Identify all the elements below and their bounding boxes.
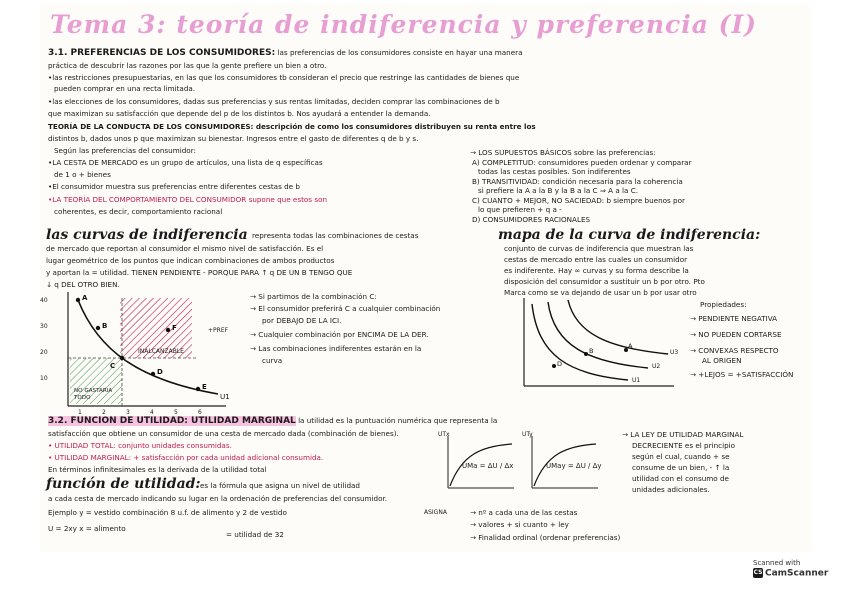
func-heading: función de utilidad: [46, 476, 201, 492]
scanner-line1: Scanned with [753, 559, 801, 567]
supuesto-c: C) CUANTO + MEJOR, NO SACIEDAD: b siempre buenos por [472, 196, 685, 205]
sec1-line10: •LA CESTA DE MERCADO es un grupo de artículos, una lista de q específicas [48, 158, 323, 167]
sec1-line3: •las restricciones presupuestarias, en las que los consumidores tb consideran el precio que restringe las cantidades de bienes que [48, 73, 520, 82]
supuesto-a-cont: todas las cestas posibles. Son indiferentes [478, 167, 631, 176]
sec1-line9: Según las preferencias del consumidor: [54, 146, 196, 155]
sec2-line4: En términos infinitesimales es la derivada de la utilidad total [48, 465, 267, 474]
curves-line2: de mercado que reportan al consumidor el mismo nivel de satisfacción. Es el [46, 244, 324, 253]
assigns-3: → Finalidad ordinal (ordenar preferencias) [470, 533, 621, 542]
curve-note-3: por DEBAJO DE LA ICI. [262, 316, 342, 325]
label-u1: U1 [220, 392, 230, 401]
sec2-line1: satisfacción que obtiene un consumidor de una cesta de mercado dada (combinación de bienes). [48, 429, 399, 438]
map-line2: cestas de mercado entre las cuales un consumidor [504, 255, 688, 264]
x-tick-6: 6 [198, 409, 202, 416]
sec1-line14: coherentes, es decir, comportamiento racional [54, 207, 223, 216]
x-tick-5: 5 [174, 409, 178, 416]
curves-heading: las curvas de indiferencia [46, 227, 248, 243]
property-1: → PENDIENTE NEGATIVA [690, 314, 778, 323]
law-line3: según el cual, cuando + se [632, 452, 730, 461]
svg-text:A: A [82, 294, 88, 302]
y-tick-20: 20 [40, 349, 48, 356]
supuestos-heading: → LOS SUPUESTOS BÁSICOS sobre las preferencias: [470, 148, 656, 157]
notes-page [40, 4, 812, 552]
sec1-line2: práctica de descubrir las razones por las que la gente prefiere un bien a otro. [48, 61, 327, 70]
svg-text:E: E [202, 383, 207, 391]
camscanner-icon: CS [753, 569, 763, 576]
y-tick-40: 40 [40, 297, 48, 304]
sec2-line2: • UTILIDAD TOTAL: conjunto unidades consumidas. [48, 441, 232, 450]
x-tick-4: 4 [150, 409, 154, 416]
svg-text:D: D [157, 368, 163, 376]
sec2-heading-tail: la utilidad es la puntuación numérica que representa la [298, 416, 498, 425]
label-more-pref: +PREF [208, 327, 229, 334]
svg-text:F: F [172, 324, 177, 332]
curve-note-1: → Si partimos de la combinación C: [250, 292, 377, 301]
supuesto-a: A) COMPLETITUD: consumidores pueden ordenar y comparar [472, 158, 692, 167]
sec1-line7: TEORÍA DE LA CONDUCTA DE LOS CONSUMIDORES: descripción de como los consumidores distribuyen su renta entre los [48, 122, 536, 131]
graph-axis-utx: UTx [438, 431, 450, 438]
indifference-map-diagram [518, 296, 678, 392]
assigns-1: → nº a cada una de las cestas [470, 508, 578, 517]
x-tick-3: 3 [126, 409, 130, 416]
svg-text:D: D [557, 360, 563, 368]
label-not-spend-all: NO GASTARIA TODO [74, 388, 113, 401]
map-curve-u3 [568, 300, 668, 354]
func-line1: es la fórmula que asigna un nivel de utilidad [200, 481, 360, 490]
curve-note-4: → Cualquier combinación por ENCIMA DE LA DER. [250, 330, 429, 339]
func-line2: a cada cesta de mercado indicando su lugar en la ordenación de preferencias del consumidor. [48, 494, 388, 503]
sec1-line13: •LA TEORÍA DEL COMPORTAMIENTO DEL CONSUMIDOR supone que estos son [48, 195, 328, 204]
func-example-1: Ejemplo y = vestido combinación 8 u.f. de alimento y 2 de vestido [48, 508, 287, 517]
map-label-u1: U1 [632, 377, 641, 384]
scanner-brand [753, 568, 833, 579]
sec2-heading: 3.2. FUNCIÓN DE UTILIDAD: UTILIDAD MARGINAL [48, 416, 296, 426]
sec1-line8: distintos b, dados unos p que maximizan su bienestar. Ingresos entre el gasto de diferentes q de b y s. [48, 134, 419, 143]
scanner-line2: CamScanner [765, 568, 829, 579]
law-line2: DECRECIENTE es el principio [632, 441, 736, 450]
curves-line1: representa todas las combinaciones de cestas [252, 231, 419, 240]
map-label-u2: U2 [652, 363, 661, 370]
formula-umy: UMay = ΔU / Δy [546, 462, 602, 470]
svg-text:B: B [589, 347, 594, 355]
y-tick-10: 10 [40, 375, 48, 382]
law-line6: unidades adicionales. [632, 485, 710, 494]
svg-text:C: C [110, 362, 116, 370]
sec1-heading-line [48, 48, 810, 59]
map-curve-u2 [548, 302, 648, 368]
property-2: → NO PUEDEN CORTARSE [690, 330, 782, 339]
property-3: → CONVEXAS RESPECTO [690, 346, 779, 355]
curve-note-6: curva [262, 356, 283, 365]
scanner-watermark [753, 559, 833, 591]
sec1-line11: de 1 o + bienes [54, 170, 111, 179]
map-curve-u1 [532, 304, 628, 380]
sec1-heading: 3.1. PREFERENCIAS DE LOS CONSUMIDORES: [48, 48, 276, 58]
func-example-3: = utilidad de 32 [226, 530, 284, 539]
func-example-2: U = 2xy x = alimento [48, 524, 126, 533]
y-tick-30: 30 [40, 323, 48, 330]
curves-line5: ↓ q DEL OTRO BIEN. [46, 280, 120, 289]
assigns-label: ASIGNA [424, 509, 447, 516]
curve-note-5: → Las combinaciones indiferentes estarán en la [250, 344, 422, 353]
supuesto-b-cont: si prefiere la A a la B y la B a la C ⇒ A a la C. [478, 186, 639, 195]
map-line3: es indiferente. Hay ∞ curvas y su forma describe la [504, 266, 689, 275]
sec1-line4: pueden comprar en una recta limitada. [54, 84, 196, 93]
map-label-u3: U3 [670, 349, 679, 356]
sec2-heading-line [48, 416, 810, 427]
svg-text:A: A [628, 342, 633, 350]
sec1-line12: •El consumidor muestra sus preferencias entre diferentes cestas de b [48, 182, 300, 191]
label-unreachable: INALCANZABLE [138, 348, 184, 355]
sec1-line1: las preferencias de los consumidores consiste en hayar una manera [277, 48, 523, 57]
curve-note-2: → El consumidor preferirá C a cualquier combinación [250, 304, 441, 313]
svg-text:B: B [102, 322, 108, 330]
law-line4: consume de un bien, - ↑ la [632, 463, 730, 472]
x-tick-1: 1 [78, 409, 82, 416]
property-4: → +LEJOS = +SATISFACCIÓN [690, 370, 794, 379]
page-title: Tema 3: teoría de indiferencia y preferencia (I) [50, 10, 757, 39]
supuesto-b: B) TRANSITIVIDAD: condición necesaria para la coherencia [472, 177, 683, 186]
map-line1: conjunto de curvas de indiferencia que muestran las [504, 244, 694, 253]
supuesto-c-cont: lo que prefieren + q a - [478, 205, 562, 214]
properties-heading: Propiedades: [700, 300, 747, 309]
map-line4: disposición del consumidor a sustituir un b por otro. Pto [504, 277, 705, 286]
graph-axis-uty: UTy [522, 431, 533, 438]
x-tick-2: 2 [102, 409, 106, 416]
law-line5: utilidad con el consumo de [632, 474, 729, 483]
assigns-2: → valores + si cuanto + ley [470, 520, 569, 529]
sec1-line5: •las elecciones de los consumidores, dadas sus preferencias y sus rentas limitadas, deciden comprar las combinaciones de b [48, 97, 500, 106]
map-heading: mapa de la curva de indiferencia: [498, 227, 761, 243]
curves-line3: lugar geométrico de los puntos que indican combinaciones de ambos productos [46, 256, 335, 265]
map-line5: Marca como se va dejando de usar un b por usar otro [504, 288, 697, 297]
sec1-line6: que maximizan su satisfacción que depende del p de los distintos b. Nos ayudará a entender la demanda. [48, 109, 431, 118]
formula-umx: UMa = ΔU / Δx [462, 462, 514, 470]
curves-line4: y aportan la = utilidad. TIENEN PENDIENTE - PORQUE PARA ↑ q DE UN B TENGO QUE [46, 268, 353, 277]
supuesto-d: D) CONSUMIDORES RACIONALES [472, 215, 591, 224]
property-3-cont: AL ORIGEN [702, 356, 742, 365]
law-line1: → LA LEY DE UTILIDAD MARGINAL [622, 430, 744, 439]
sec2-line3: • UTILIDAD MARGINAL: + satisfacción por cada unidad adicional consumida. [48, 453, 324, 462]
